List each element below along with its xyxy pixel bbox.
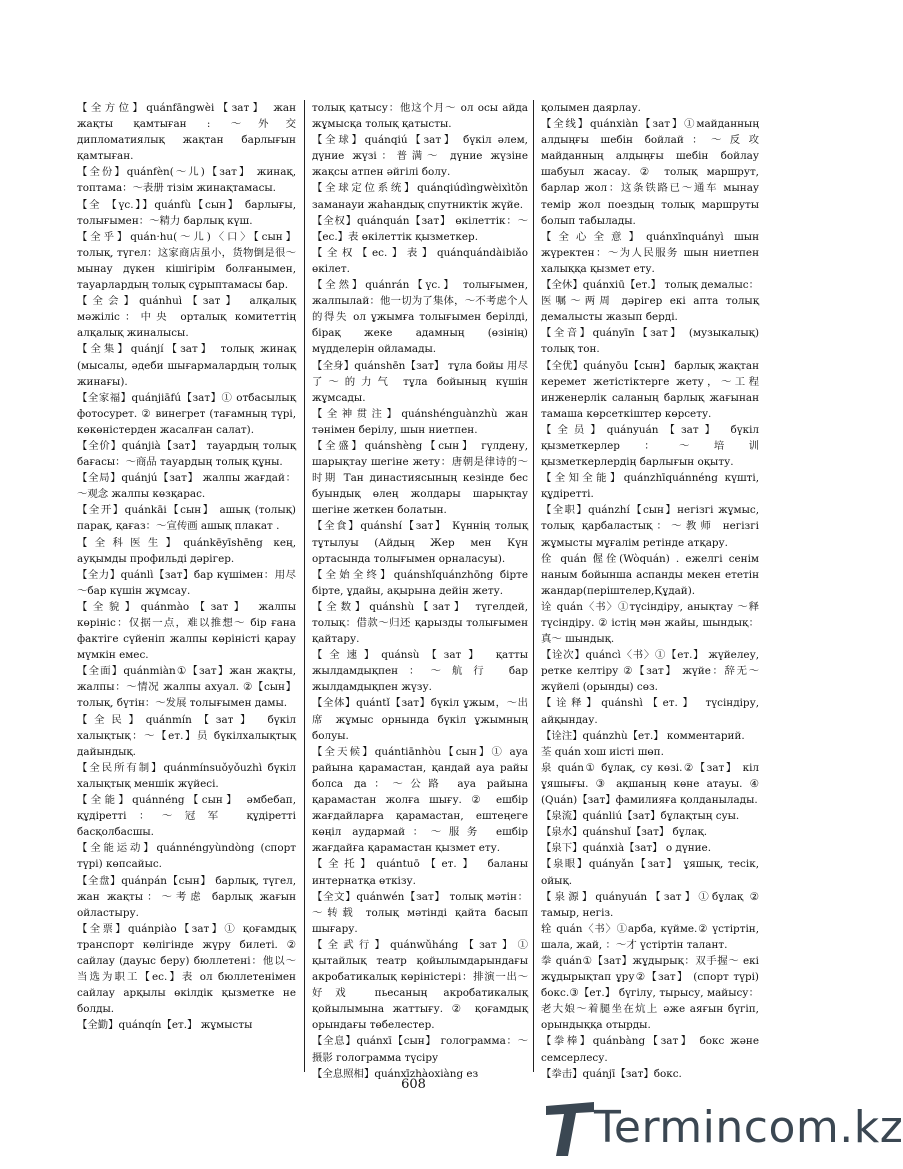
dictionary-entry: 【全开】quánkāi【сын】 ашық (толық) парақ, қағаз：～宣传画 ашық плакат . [77, 504, 296, 533]
dictionary-entry: 【全天候】quántiānhòu【сын】① ауа райына қарамастан, қандай ауа райы болса да：～公路 ауа райына қарамастан жолға шығу. ② ешбір жағдайларға қарамастан, ештеңеге көңіл аудармай：～服务 ешбір жағдайға қарамастан қызмет ету. [312, 745, 528, 855]
dictionary-entry: қолымен даярлау. [541, 102, 641, 114]
dictionary-entry: 【全面】quánmiàn①【зат】жан жақты, жалпы：～情况 жалпы ахуал. ②【сын】 толық, бүтін：～发展 толығымен дамы. [77, 665, 296, 710]
dictionary-entry: 【全乎】quán·hu(～儿)〈口〉【сын】 толық, түгел：这家商店虽小，货物倒是很～ мынау дүкен кішігірім болғанымен, тауарлардың толық сұрыптамасы бар. [77, 230, 296, 292]
dictionary-entry: 【全盘】quánpán【сын】 барлық, түгел, жан жақты：～考虑 барлық жағын ойластыру. [77, 874, 296, 919]
dictionary-entry: 诠 quán〈书〉①түсіндіру, анықтау ～释 түсіндіру. ② істің мән жайы, шындық：真～ шындық. [541, 600, 759, 646]
column-left [77, 100, 296, 1065]
dictionary-entry: 【全神贯注】quánshénguànzhù жан тәнімен берілу, шын ниетпен. [312, 407, 528, 436]
dictionary-entry: 【全员】quányuán【зат】 бүкіл қызметкерлер：～培训 қызметкерлердің барлығын оқыту. [541, 423, 759, 469]
column-right [541, 100, 759, 1080]
dictionary-entry: 【全权【ес.】表】quánquándàibiǎo өкілет. [312, 246, 528, 275]
dictionary-entry: 【诠次】quáncì〈书〉①【ет.】 жүйелеу, ретке келтіру ②【зат】 жүйе：辞无～ жүйелі (орынды) сөз. [541, 649, 759, 694]
logo-t-icon [544, 1100, 596, 1158]
dictionary-entry: 【全民】quánmín【зат】 бүкіл халықтық：～【ет.】员 бүкілхалықтық дайындық. [77, 713, 296, 758]
dictionary-entry: 【全优】quányōu【сын】 барлық жақтан керемет жетістіктерге жету，～工程 инженерлік саланың барлық жағынан тамаша көрсеткіштер көрсету. [541, 359, 759, 420]
column-middle [312, 100, 528, 1080]
dictionary-entry: 【全数】quánshù【зат】 түгелдей, толық：借款～归还 қарызды толығымен қайтару. [312, 600, 528, 646]
dictionary-entry: 【全貌】quánmào【зат】 жалпы көрініс：仅据一点，难以推想～ бір ғана фактіге сүйеніп жалпы көріністі қарау мүмкін емес. [77, 600, 296, 662]
dictionary-entry: 【全能】quánnéng【сын】 әмбебап, құдіретті：～冠军 құдіретті басқолбасшы. [77, 794, 296, 839]
dictionary-entry: 荃 quán хош иісті шөп. [541, 745, 664, 758]
dictionary-entry: 【全始全终】quánshǐquánzhōng бірте бірте, ұдайы, ақырына дейін жету. [312, 568, 528, 597]
dictionary-entry: 【全民所有制】quánmínsuǒyǒuzhì бүкіл халықтық меншік жүйесі. [77, 761, 296, 790]
dictionary-entry: 【泉源】quányuán【зат】①бұлақ ② тамыр, негіз. [541, 890, 759, 919]
dictionary-entry: 泉 quán① бұлақ, су көзі.②【зат】 кіл ұяшығы. ③ ақшаның көне атауы. ④ (Quán)【зат】фамилияға қолданылады. [541, 761, 759, 807]
dictionary-entry: 【全文】quánwén【зат】 толық мәтін：～转载 толық мәтінді қайта басып шығару. [312, 890, 528, 935]
dictionary-entry: 【泉流】quánliú【зат】бұлақтың суы. [541, 810, 740, 823]
dictionary-entry: 【拳棒】quánbàng【зат】 бокс және семсерлесу. [541, 1035, 759, 1064]
dictionary-entry: 【诠注】quánzhù【ет.】 комментарий. [541, 729, 745, 742]
dictionary-entry: 【全息】quánxī【сын】 голограмма：～摄影 голограмма түсіру [312, 1035, 528, 1064]
column-divider [533, 100, 534, 1072]
dictionary-entry: 【全价】quánjià【зат】 тауардың толық бағасы：～商品 тауардың толық құны. [77, 439, 296, 469]
dictionary-entry: 【诠释】quánshì【ет.】 түсіндіру, айқындау. [541, 697, 759, 726]
dictionary-entry: 【全力】quánlì【зат】бар күшімен：用尽～бар күшін жұмсау. [77, 568, 296, 597]
dictionary-entry: толық қатысу：他这个月～ ол осы айда жұмысқа толық қатысты. [312, 102, 528, 131]
dictionary-entry: 【全体】quántǐ【зат】бүкіл ұжым，～出席 жұмыс орнында бүкіл ұжымның болуы. [312, 697, 528, 742]
dictionary-entry: 【全音】quányīn【зат】 (музыкалық) толық тон. [541, 327, 759, 356]
dictionary-entry: 【全球】quánqiú【зат】 бүкіл әлем, дүние жүзі：普满～ дүние жүзіне жақсы атпен әйгілі болу. [312, 134, 528, 179]
dictionary-entry: 【全会】quánhuì【зат】 алқалық мәжіліс：中央 орталық комитеттің алқалық жиналысы. [77, 295, 296, 340]
dictionary-entry: 【全线】quánxiàn【зат】①майданның алдыңғы шебін бойлай：～反攻 майданның алдыңғы шебін бойлау шабуыл жасау. ② толық маршрут, барлар жол：这条铁路已～通车 мынау темір жол поездың толық маршруты болып табылады. [541, 118, 759, 227]
dictionary-entry: 【全能运动】quánnéngyùndòng (спорт түрі) көпсайыс. [77, 842, 296, 871]
dictionary-entry: 【全球定位系统】quánqiúdìngwèixìtǒn заманауи жаһандық спутниктік жүйе. [312, 182, 528, 211]
dictionary-entry: 【全武行】quánwǔháng【зат】① қытайлық театр қойылымдарындағы акробатикалық көріністері：排演一出～好戏 пьесаның акробатикалық қойылымына жаттығу. ② қоғамдық орындағы төбелестер. [312, 938, 528, 1032]
logo-wordmark: Termincom.kz [594, 1102, 903, 1153]
dictionary-entry: 【全权】quánquán【зат】 өкілеттік：～【ес.】表 өкілеттік қызметкер. [312, 214, 528, 243]
page-number: 608 [401, 1077, 426, 1092]
dictionary-entry: 【全局】quánjú【зат】 жалпы жағдай：～观念 жалпы көзқарас. [77, 472, 296, 501]
dictionary-entry: 拳 quán①【зат】жұдырық：双手握～ екі жұдырықтап ұру②【зат】 (спорт түрі) бокс.③【ет.】 бүгілу, тырысу, майысу：老大娘～着腿坐在炕上 әже аяғын бүгіп, орындыққа отырды. [541, 954, 759, 1032]
dictionary-entry: 【全速】quánsù【зат】 қатты жылдамдықпен：～航行 бар жылдамдықпен жүзу. [312, 649, 528, 694]
dictionary-entry: 【全勤】quánqín【ет.】 жұмысты [77, 1019, 253, 1032]
dictionary-entry: 【全方位】quánfāngwèi【зат】 жан жақты қамтыған : ～外交 дипломатиялық жақтан барлығын қамтыған. [77, 102, 296, 163]
dictionary-entry: 【全 【үс.】】quánfù【сын】 барлығы, толығымен：～精力 барлық күш. [77, 198, 296, 227]
dictionary-entry: 【全食】quánshí【зат】 Күннің толық тұтылуы (Айдың Жер мен Күн ортасында толығымен орналасуы). [312, 520, 528, 565]
dictionary-entry: 【全职】quánzhí【сын】негізгі жұмыс, толық қарбаластық：～教师 негізгі жұмысты мұғалім ретінде атқару. [541, 504, 759, 549]
dictionary-entry: 【泉水】quánshuǐ【зат】 бұлақ. [541, 826, 708, 839]
dictionary-entry: 【全息照相】quánxīzhàoxiàng ез [312, 1067, 479, 1080]
dictionary-entry: 【全科医生】quánkēyīshēng кең, ауқымды профильді дәрігер. [77, 536, 296, 565]
dictionary-entry: 【泉下】quánxià【зат】 о дүние. [541, 842, 711, 855]
dictionary-entry: 辁 quán〈书〉①арба, күйме.② үстіртін, шала, жай, ：～才 үстіртін талант. [541, 922, 759, 951]
dictionary-entry: 【全托】quántuō【ет.】 баланы интернатқа өткізу. [312, 858, 528, 887]
dictionary-entry: 佺 quán 偓佺(Wòquán) . ежелгі сенім наным бойынша аспанды мекен ететін жандар(періштелер,Құдай). [541, 552, 759, 597]
dictionary-entry: 【全身】quánshēn【зат】 тұла бойы 用尽了～的力气 тұла бойының күшін жұмсады. [312, 359, 528, 404]
dictionary-entry: 【全份】quánfèn(～儿)【зат】 жинақ, топтама：～表册 тізім жинақтамасы. [77, 166, 296, 195]
dictionary-entry: 【全盛】quánshèng【сын】 гүлдену, шарықтау шегіне жету：唐朝是律诗的～时期 Тан династиясының кезінде бес буындық өлең жолдары шарықтау шегіне жеткен болатын. [312, 439, 528, 517]
dictionary-entry: 【全票】quánpiào【зат】① қоғамдық транспорт көлігінде жүру билеті. ② сайлау (дауыс беру) бюллетені：他以～当选为职工【ес.】表 ол бюллетенімен сайлау арқылы өкілдік қызметке не болды. [77, 922, 296, 1016]
dictionary-entry: 【全家福】quánjiāfú【зат】① отбасылық фотосурет. ② винегрет (тағамның түрі, көкөністерден жасалған салат). [77, 391, 296, 436]
dictionary-entry: 【拳击】quánjī【зат】бокс. [541, 1067, 682, 1080]
column-divider [304, 100, 305, 1072]
dictionary-entry: 【全集】quánjí【зат】 толық жинақ (мысалы, әдеби шығармалардың толық жинағы). [77, 343, 296, 388]
dictionary-entry: 【泉眼】quányǎn【зат】 ұяшық, тесік, ойық. [541, 858, 759, 887]
dictionary-entry: 【全知全能】quánzhīquánnéng күшті, құдіретті. [541, 472, 759, 501]
dictionary-entry: 【全休】quánxiū【ет.】 толық демалыс：医嘱～两周 дәрігер екі апта толық демалысты жазып берді. [541, 279, 759, 324]
dictionary-entry: 【全然】quánrán【үс.】 толығымен, жалпылай：他一切为了集体，～不考虑个人的得失 ол ұжымға толығымен берілді, бірақ жеке адамның (өзінің) мүдделерін ойламады. [312, 279, 528, 356]
dictionary-entry: 【全心全意】quánxīnquányì шын жүректен：～为人民服务 шын ниетпен халыққа қызмет ету. [541, 230, 759, 275]
